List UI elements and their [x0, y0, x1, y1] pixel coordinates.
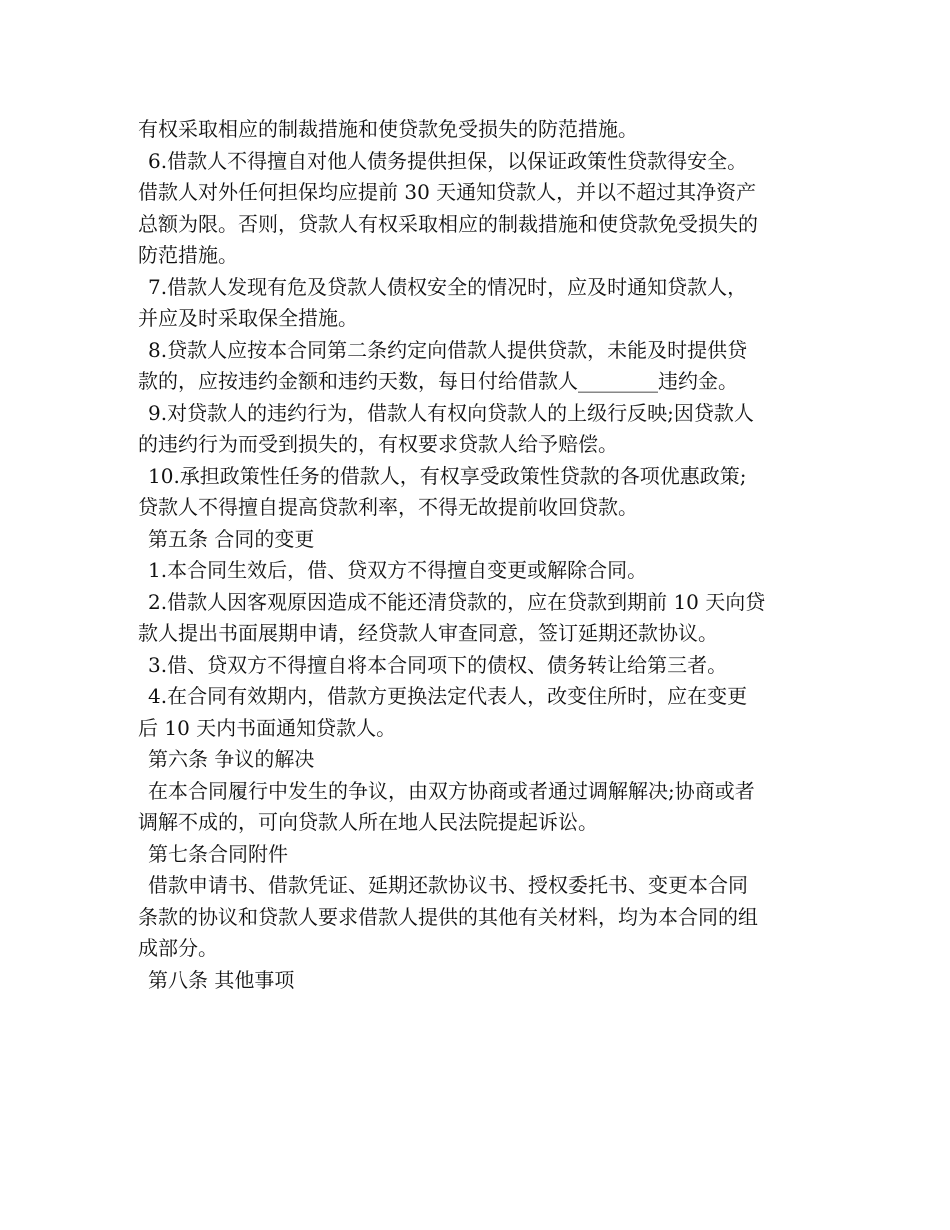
clause-9: 9.对贷款人的违约行为，借款人有权向贷款人的上级行反映;因贷款人 [148, 400, 754, 425]
text-line: 防范措施。 [138, 243, 238, 267]
text-line: 后 10 天内书面通知贷款人。 [138, 715, 397, 740]
text-line: 总额为限。否则，贷款人有权采取相应的制裁措施和使贷款免受损失的 [138, 211, 758, 236]
section-heading-8: 第八条 其他事项 [148, 967, 295, 992]
document-body [138, 114, 814, 996]
clause-5-1: 1.本合同生效后，借、贷双方不得擅自变更或解除合同。 [148, 558, 648, 582]
clause-5-4: 4.在合同有效期内，借款方更换法定代表人，改变住所时，应在变更 [148, 684, 748, 708]
text-line: 的违约行为而受到损失的，有权要求贷款人给予赔偿。 [138, 432, 618, 456]
text-line: 贷款人不得擅自提高贷款利率，不得无故提前收回贷款。 [138, 495, 638, 519]
section-heading-7: 第七条合同附件 [148, 841, 288, 866]
clause-8: 8.贷款人应按本合同第二条约定向借款人提供贷款，未能及时提供贷 [148, 337, 748, 362]
clause-5-2: 2.借款人因客观原因造成不能还清贷款的，应在贷款到期前 10 天向贷 [148, 589, 766, 614]
text-line: 条款的协议和贷款人要求借款人提供的其他有关材料，均为本合同的组 [138, 904, 758, 929]
clause-10: 10.承担政策性任务的借款人，有权享受政策性贷款的各项优惠政策; [148, 463, 747, 488]
paragraph-6: 在本合同履行中发生的争议，由双方协商或者通过调解解决;协商或者 [148, 778, 755, 803]
clause-7: 7.借款人发现有危及贷款人债权安全的情况时，应及时通知贷款人， [148, 274, 748, 299]
text-line: 并应及时采取保全措施。 [138, 306, 358, 330]
clause-6: 6.借款人不得擅自对他人债务提供担保，以保证政策性贷款得安全。 [148, 148, 748, 173]
clause-5-3: 3.借、贷双方不得擅自将本合同项下的债权、债务转让给第三者。 [148, 652, 728, 677]
paragraph-7: 借款申请书、借款凭证、延期还款协议书、授权委托书、变更本合同 [148, 873, 748, 897]
text-line: 成部分。 [138, 936, 218, 960]
text-line: 有权采取相应的制裁措施和使贷款免受损失的防范措施。 [138, 117, 638, 141]
text-line: 借款人对外任何担保均应提前 30 天通知贷款人，并以不超过其净资产 [138, 180, 757, 204]
section-heading-6: 第六条 争议的解决 [148, 747, 315, 771]
section-heading-5: 第五条 合同的变更 [148, 526, 315, 551]
text-line: 调解不成的，可向贷款人所在地人民法院提起诉讼。 [138, 810, 598, 834]
text-line: 款的，应按违约金额和违约天数，每日付给借款人________违约金。 [138, 369, 738, 393]
text-line: 款人提出书面展期申请，经贷款人审查同意，签订延期还款协议。 [138, 621, 718, 645]
